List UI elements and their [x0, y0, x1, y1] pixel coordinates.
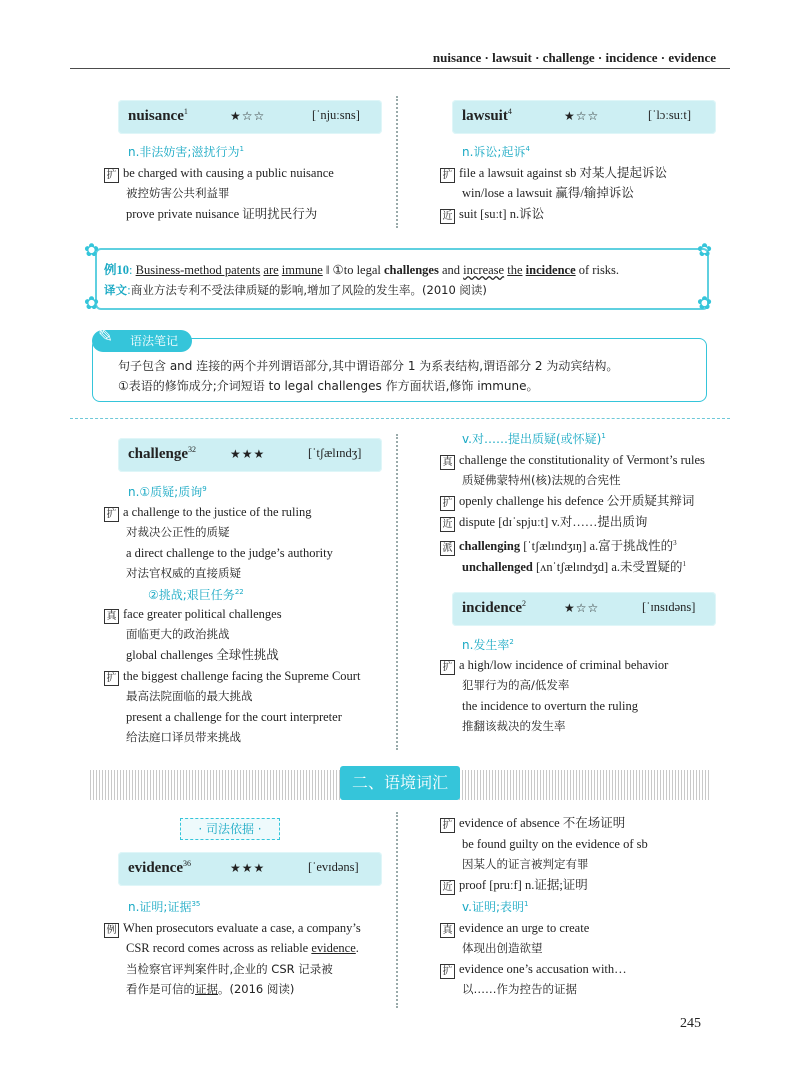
grammar-note-header: 语法笔记: [92, 330, 192, 352]
part-of-speech: n.非法妨害;滋扰行为$^1$: [128, 145, 244, 159]
part-of-speech: n.发生率$^2$: [462, 638, 514, 652]
entry-line: 派 challenging [ˈtʃælɪndʒɪŋ] a.富于挑战性的$^3$: [440, 535, 677, 556]
entry-line: be found guilty on the evidence of sb: [462, 837, 648, 851]
example-frame: [95, 248, 709, 310]
corner-ornament-icon: ✿: [84, 293, 100, 313]
entry-line: 真 evidence an urge to create: [440, 920, 589, 938]
entry-line: a direct challenge to the judge’s authority: [126, 546, 333, 560]
corner-ornament-icon: ✿: [84, 240, 100, 260]
entry-line: 面临更大的政治挑战: [126, 627, 230, 641]
dashed-divider: [70, 418, 730, 419]
grammar-line: ①表语的修饰成分;介词短语 to legal challenges 作方面状语,修饰 immune。: [118, 379, 539, 393]
entry-line: win/lose a lawsuit 赢得/输掉诉讼: [462, 186, 634, 200]
entry-line: 扩 a challenge to the justice of the ruling: [104, 504, 311, 522]
entry-line: 看作是可信的证据。(2016 阅读): [126, 982, 295, 996]
entry-line: 扩 the biggest challenge facing the Supreme Court: [104, 668, 360, 686]
entry-line: 质疑佛蒙特州(核)法规的合宪性: [462, 473, 621, 487]
frequency-stars: ★☆☆: [564, 109, 600, 123]
phonetic: [ˈɪnsɪdəns]: [642, 600, 696, 614]
entry-line: the incidence to overturn the ruling: [462, 699, 638, 713]
tag-expand: 扩: [104, 168, 119, 183]
entry-line: prove private nuisance 证明扰民行为: [126, 207, 318, 221]
entry-line: 扩 evidence one’s accusation with…: [440, 961, 627, 979]
entry-line: 因某人的证言被判定有罪: [462, 857, 589, 871]
part-of-speech: n.诉讼;起诉$^4$: [462, 145, 530, 159]
phonetic: [ˈtʃælɪndʒ]: [308, 446, 362, 460]
entry-line: 扩 a high/low incidence of criminal behavior: [440, 657, 668, 675]
frequency-stars: ★★★: [230, 447, 266, 461]
entry-line: CSR record comes across as reliable evidence.: [126, 941, 359, 955]
part-of-speech: ②挑战;艰巨任务$^{22}$: [148, 588, 244, 602]
example-sentence: 例10: Business-method patents are immune ‖ ①to legal challenges and increase the incidence of risks.: [104, 263, 620, 277]
corner-ornament-icon: ✿: [697, 240, 713, 260]
entry-line: unchallenged [ʌnˈtʃælɪndʒd] a.未受置疑的$^1$: [462, 560, 686, 575]
lawsuit-headword-box: [452, 100, 716, 134]
entry-line: 扩 be charged with causing a public nuisance: [104, 165, 334, 183]
running-header: nuisance · lawsuit · challenge · incidence · evidence: [432, 50, 716, 65]
headword: challenge$^{32}$: [128, 445, 196, 462]
headword: nuisance$^1$: [128, 107, 188, 124]
headword: lawsuit$^4$: [462, 107, 512, 124]
column-separator: [396, 812, 410, 1008]
evidence-headword-box: [118, 852, 382, 886]
entry-line: 近 dispute [dɪˈspjuːt] v.对……提出质询: [440, 514, 647, 532]
entry-line: 以……作为控告的证据: [462, 982, 577, 996]
column-separator: [396, 96, 410, 228]
entry-line: 真 challenge the constitutionality of Vermont’s rules: [440, 452, 705, 470]
part-of-speech: v.对……提出质疑(或怀疑)$^1$: [462, 432, 606, 446]
column-separator: [396, 434, 410, 750]
challenge-headword-box: [118, 438, 382, 472]
part-of-speech: n.①质疑;质询$^9$: [128, 485, 207, 499]
entry-line: 真 face greater political challenges: [104, 606, 282, 624]
entry-line: 体现出创造欲望: [462, 941, 543, 955]
part-of-speech: v.证明;表明$^1$: [462, 900, 529, 914]
headword: evidence$^{36}$: [128, 859, 191, 876]
part-of-speech: n.证明;证据$^{35}$: [128, 900, 201, 914]
entry-line: global challenges 全球性挑战: [126, 648, 279, 662]
corner-ornament-icon: ✿: [697, 293, 713, 313]
entry-line: 例 When prosecutors evaluate a case, a company’s: [104, 920, 361, 938]
entry-line: 近 suit [suːt] n.诉讼: [440, 206, 544, 224]
example-translation: 译文:商业方法专利不受法律质疑的影响,增加了风险的发生率。(2010 阅读): [104, 283, 487, 297]
entry-line: 扩 file a lawsuit against sb 对某人提起诉讼: [440, 165, 667, 183]
entry-line: 当检察官评判案件时,企业的 CSR 记录被: [126, 962, 333, 976]
header-rule: [70, 68, 730, 69]
grammar-line: 句子包含 and 连接的两个并列谓语部分,其中谓语部分 1 为系表结构,谓语部分 2 为动宾结构。: [118, 359, 619, 373]
frequency-stars: ★☆☆: [564, 601, 600, 615]
headword: incidence$^2$: [462, 599, 526, 616]
entry-line: 扩 evidence of absence 不在场证明: [440, 815, 625, 833]
incidence-headword-box: [452, 592, 716, 626]
entry-line: 最高法院面临的最大挑战: [126, 689, 253, 703]
phonetic: [ˈnjuːsns]: [312, 108, 360, 122]
entry-line: 给法庭口译员带来挑战: [126, 730, 241, 744]
nuisance-headword-box: [118, 100, 382, 134]
entry-line: 对裁决公正性的质疑: [126, 525, 230, 539]
entry-line: 被控妨害公共利益罪: [126, 186, 230, 200]
entry-line: 犯罪行为的高/低发率: [462, 678, 570, 692]
entry-line: 扩 openly challenge his defence 公开质疑其辩词: [440, 493, 694, 511]
page-number: 245: [680, 1016, 701, 1031]
section-title: 二、语境词汇: [340, 766, 460, 800]
frequency-stars: ★★★: [230, 861, 266, 875]
phonetic: [ˈevɪdəns]: [308, 860, 359, 874]
entry-line: 近 proof [pruːf] n.证据;证明: [440, 877, 588, 895]
entry-line: 对法官权威的直接质疑: [126, 566, 241, 580]
phonetic: [ˈlɔːsuːt]: [648, 108, 692, 122]
entry-line: 推翻该裁决的发生率: [462, 719, 566, 733]
frequency-stars: ★☆☆: [230, 109, 266, 123]
pen-icon: ✎: [98, 326, 114, 346]
category-label: · 司法依据 ·: [180, 818, 280, 840]
entry-line: present a challenge for the court interpreter: [126, 710, 342, 724]
